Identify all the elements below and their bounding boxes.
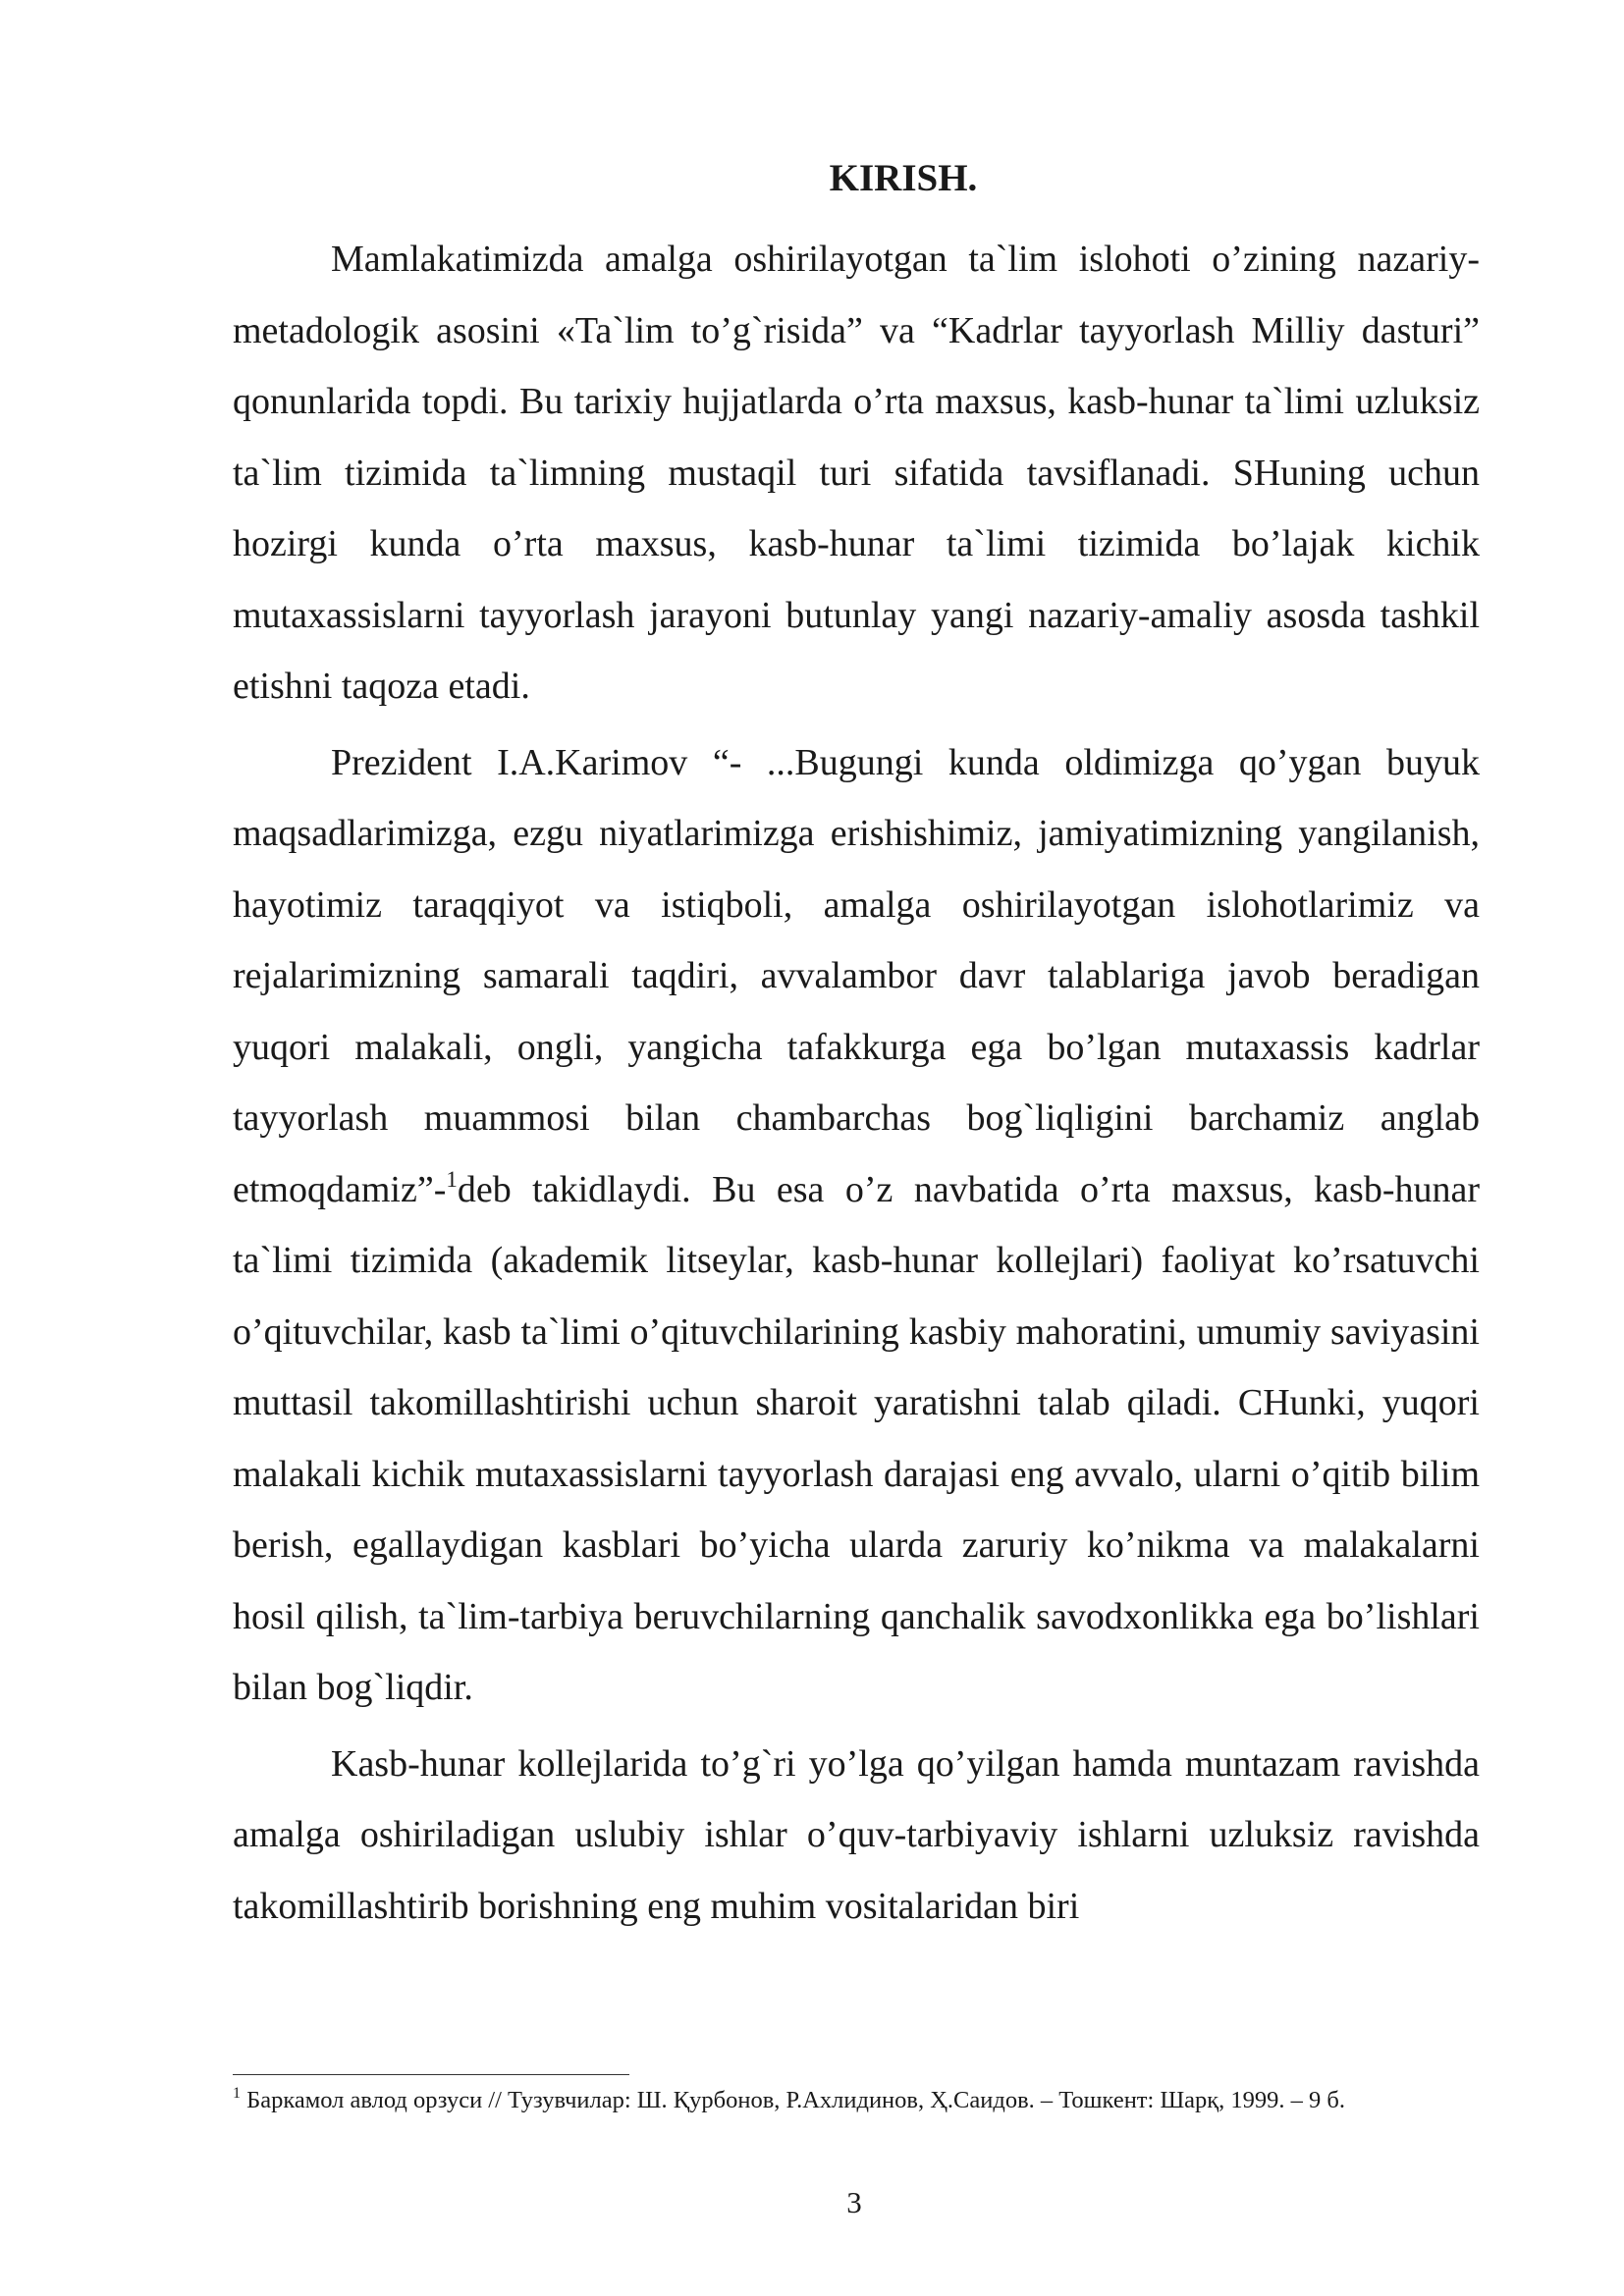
footnote-text: Баркамол авлод орзуси // Тузувчилар: Ш. Қурбонов, Р.Ахлидинов, Ҳ.Саидов. – Тошкент: Шарқ, 1999. – 9 б. <box>241 2087 1346 2113</box>
quote-continuation: deb takidlaydi. Bu esa o’z navbatida o’rta maxsus, kasb-hunar ta`limi tizimida (akademik litseylar, kasb-hunar kollejlari) faoliyat ko’rsatuvchi o’qituvchilar, kasb ta`limi o’qituvchilarining kasbiy mahoratini, umumiy saviyasini muttasil takomillashtirishi uchun sharoit yaratishni talab qiladi. CHunki, yuqori malakali kichik mutaxassislarni tayyorlash darajasi eng avvalo, ularni o’qitib bilim berish, egallaydigan kasblari bo’yicha ularda zaruriy ko’nikma va malakalarni hosil qilish, ta`lim-tarbiya beruvchilarning qanchalik savodxonlikka ega bo’lishlari bilan bog`liqdir. <box>233 1168 1480 1708</box>
quote-text: Prezident I.A.Karimov “- ...Bugungi kunda oldimizga qo’ygan buyuk maqsadlarimizga, ezgu niyatlarimizga erishishimiz, jamiyatimizning yangilanish, hayotimiz taraqqiyot va istiqboli, amalga oshirilayotgan islohotlarimiz va rejalarimizning samarali taqdiri, avvalambor davr talablariga javob beradigan yuqori malakali, ongli, yangicha tafakkurga ega bo’lgan mutaxassis kadrlar tayyorlash muammosi bilan chambarchas bog`liqligini barchamiz anglab etmoqdamiz”- <box>233 741 1480 1210</box>
paragraph-quote <box>233 727 1480 1724</box>
footnote <box>233 2085 1480 2116</box>
section-title: KIRISH. <box>829 157 978 199</box>
body-text <box>233 224 1480 1942</box>
footnote-reference[interactable]: 1 <box>446 1166 458 1192</box>
paragraph-intro: Mamlakatimizda amalga oshirilayotgan ta`lim islohoti o’zining nazariy-metadologik asosini «Ta`lim to’g`risida” va “Kadrlar tayyorlash Milliy dasturi” qonunlarida topdi. Bu tarixiy hujjatlarda o’rta maxsus, kasb-hunar ta`limi uzluksiz ta`lim tizimida ta`limning mustaqil turi sifatida tavsiflanadi. SHuning uchun hozirgi kunda o’rta maxsus, kasb-hunar ta`limi tizimida bo’lajak kichik mutaxassislarni tayyorlash jarayoni butunlay yangi nazariy-amaliy asosda tashkil etishni taqoza etadi. <box>233 239 1480 707</box>
page-number: 3 <box>846 2185 862 2219</box>
paragraph-colleges: Kasb-hunar kollejlarida to’g`ri yo’lga qo’yilgan hamda muntazam ravishda amalga oshiriladigan uslubiy ishlar o’quv-tarbiyaviy ishlarni uzluksiz ravishda takomillashtirib borishning eng muhim vositalaridan biri <box>233 1742 1480 1927</box>
footnote-separator <box>233 2074 629 2075</box>
footnote-marker: 1 <box>233 2085 241 2102</box>
